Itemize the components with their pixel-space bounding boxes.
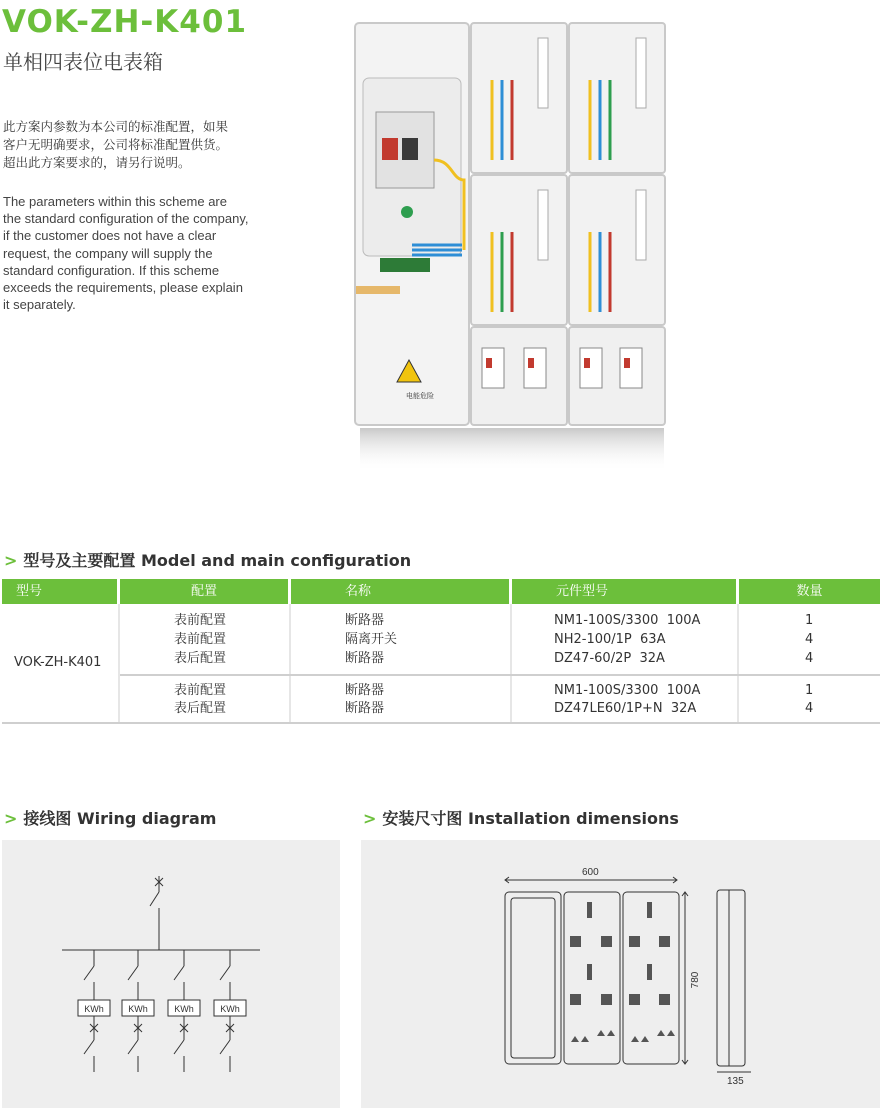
height-dimension: 780 bbox=[690, 971, 701, 989]
wiring-section-title bbox=[4, 806, 216, 829]
config-cell: 表前配置 bbox=[174, 632, 227, 647]
config-cell: 表前配置 bbox=[174, 683, 227, 698]
depth-dimension: 135 bbox=[727, 1076, 744, 1087]
name-cell: 断路器 bbox=[345, 701, 385, 716]
part-cell: DZ47LE60/1P+N 32A bbox=[554, 701, 697, 716]
part-cell: NM1-100S/3300 100A bbox=[554, 613, 701, 628]
intro-en-line: exceeds the requirements, please explain bbox=[3, 280, 243, 296]
config-section-label: 型号及主要配置 Model and main configuration bbox=[23, 551, 412, 570]
col-header-model: 型号 bbox=[2, 579, 117, 604]
name-cell: 断路器 bbox=[345, 683, 385, 698]
qty-cell: 4 bbox=[805, 651, 814, 666]
intro-en-line: standard configuration. If this scheme bbox=[3, 262, 220, 278]
svg-text:电能危险: 电能危险 bbox=[406, 392, 434, 400]
install-section-title bbox=[363, 806, 679, 829]
part-cell: NH2-100/1P 63A bbox=[554, 632, 666, 647]
intro-cn-line: 超出此方案要求的，请另行说明。 bbox=[3, 155, 191, 170]
intro-cn-line: 客户无明确要求，公司将标准配置供货。 bbox=[3, 137, 229, 152]
config-cell: 表后配置 bbox=[174, 651, 227, 666]
install-section-label: 安装尺寸图 Installation dimensions bbox=[382, 809, 679, 828]
model-cell: VOK-ZH-K401 bbox=[14, 655, 102, 670]
qty-cell: 1 bbox=[805, 683, 814, 698]
wiring-diagram bbox=[2, 840, 340, 1108]
chevron-right-icon: > bbox=[363, 809, 377, 828]
meter-label: KWh bbox=[128, 1004, 148, 1014]
qty-cell: 1 bbox=[805, 613, 814, 628]
col-header-part: 元件型号 bbox=[512, 579, 736, 604]
col-header-config: 配置 bbox=[120, 579, 288, 604]
chevron-right-icon: > bbox=[4, 809, 18, 828]
width-dimension: 600 bbox=[582, 867, 599, 878]
chevron-right-icon: > bbox=[4, 551, 18, 570]
name-cell: 隔离开关 bbox=[345, 632, 398, 647]
intro-en-line: it separately. bbox=[3, 297, 76, 313]
meter-label: KWh bbox=[220, 1004, 240, 1014]
intro-en-line: if the customer does not have a clear bbox=[3, 228, 217, 244]
intro-en-line: request, the company will supply the bbox=[3, 245, 213, 261]
product-subtitle: 单相四表位电表箱 bbox=[3, 50, 163, 74]
qty-cell: 4 bbox=[805, 701, 814, 716]
part-cell: DZ47-60/2P 32A bbox=[554, 651, 665, 666]
intro-chinese bbox=[3, 118, 253, 172]
config-cell: 表前配置 bbox=[174, 613, 227, 628]
qty-cell: 4 bbox=[805, 632, 814, 647]
install-diagram bbox=[361, 840, 880, 1108]
name-cell: 断路器 bbox=[345, 651, 385, 666]
table-bottom-border bbox=[2, 722, 880, 724]
meter-label: KWh bbox=[174, 1004, 194, 1014]
intro-cn-line: 此方案内参数为本公司的标准配置，如果 bbox=[3, 119, 229, 134]
name-cell: 断路器 bbox=[345, 613, 385, 628]
intro-en-line: the standard configuration of the company, bbox=[3, 211, 249, 227]
meter-label: KWh bbox=[84, 1004, 104, 1014]
row-divider bbox=[120, 674, 880, 676]
col-header-name: 名称 bbox=[291, 579, 509, 604]
config-section-title bbox=[4, 548, 411, 571]
config-cell: 表后配置 bbox=[174, 701, 227, 716]
col-header-qty: 数量 bbox=[739, 579, 880, 604]
intro-english bbox=[3, 193, 251, 313]
wiring-diagram-panel bbox=[2, 840, 340, 1108]
part-cell: NM1-100S/3300 100A bbox=[554, 683, 701, 698]
meter-box-photo bbox=[352, 20, 670, 472]
intro-en-line: The parameters within this scheme are bbox=[3, 194, 227, 209]
wiring-section-label: 接线图 Wiring diagram bbox=[23, 809, 217, 828]
install-diagram-panel bbox=[361, 840, 880, 1108]
model-title: VOK-ZH-K401 bbox=[2, 4, 248, 40]
